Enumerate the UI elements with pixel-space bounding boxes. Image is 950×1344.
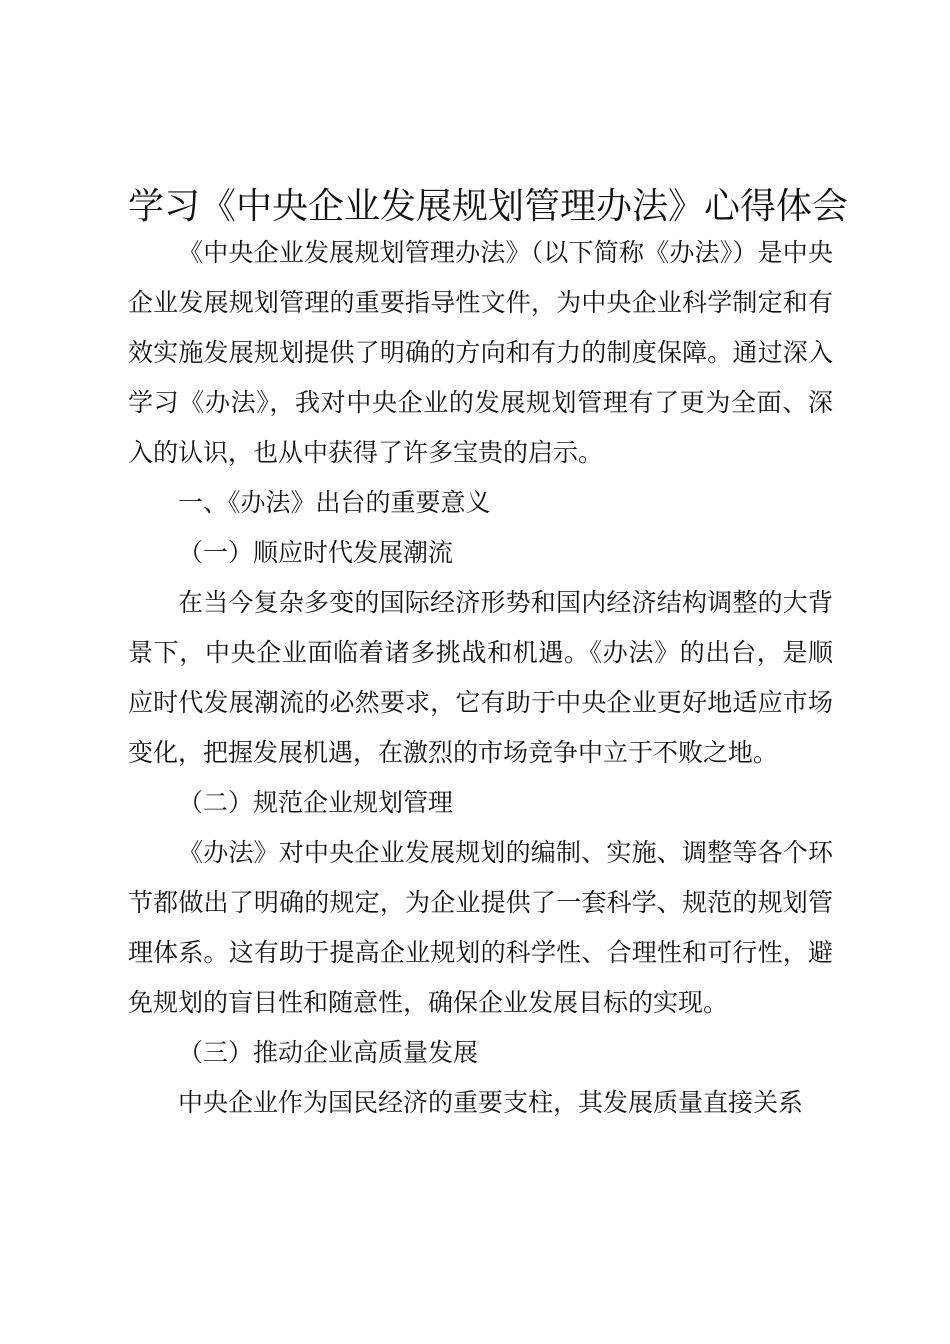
subsection-3-paragraph: 中央企业作为国民经济的重要支柱，其发展质量直接关系 — [178, 1088, 804, 1117]
document-body — [128, 228, 833, 1128]
subsection-2-paragraph: 《办法》对中央企业发展规划的编制、实施、调整等各个环节都做出了明确的规定，为企业提供了一套科学、规范的规划管理体系。这有助于提高企业规划的科学性、合理性和可行性，避免规划的盲目性和随意性，确保企业发展目标的实现。 — [128, 838, 833, 1017]
intro-paragraph: 《中央企业发展规划管理办法》（以下简称《办法》）是中央企业发展规划管理的重要指导性文件，为中央企业科学制定和有效实施发展规划提供了明确的方向和有力的制度保障。通过深入学习《办法》，我对中央企业的发展规划管理有了更为全面、深入的认识，也从中获得了许多宝贵的启示。 — [128, 238, 833, 467]
subsection-1-paragraph: 在当今复杂多变的国际经济形势和国内经济结构调整的大背景下，中央企业面临着诸多挑战和机遇。《办法》的出台，是顺应时代发展潮流的必然要求，它有助于中央企业更好地适应市场变化，把握发展机遇，在激烈的市场竞争中立于不败之地。 — [128, 588, 833, 767]
document-title: 学习《中央企业发展规划管理办法》心得体会 — [128, 186, 849, 227]
subsection-3-heading: （三）推动企业高质量发展 — [178, 1038, 479, 1067]
subsection-2-heading: （二）规范企业规划管理 — [178, 788, 454, 817]
subsection-1-heading: （一）顺应时代发展潮流 — [178, 538, 454, 567]
section-1-heading: 一、《办法》出台的重要意义 — [178, 488, 491, 517]
